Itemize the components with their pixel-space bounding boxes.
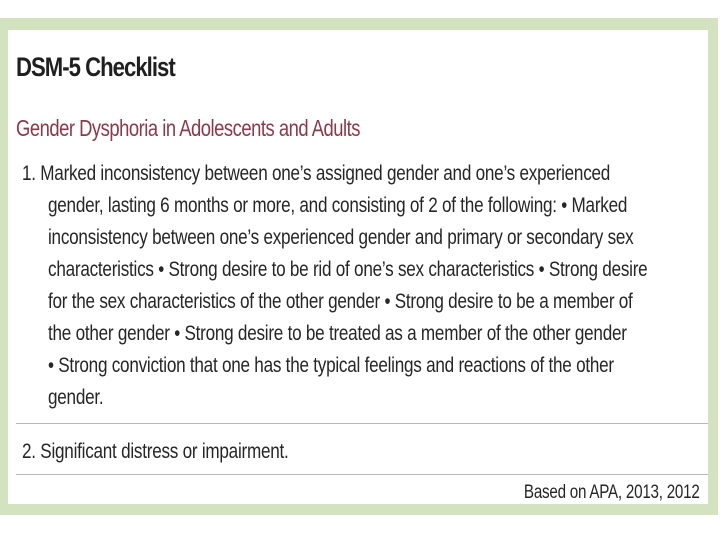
bottom-band: [0, 515, 720, 540]
criterion-1-line-4: characteristics • Strong desire to be rid of one’s sex characteristics • Strong desire: [48, 258, 648, 281]
criterion-2: 2. Significant distress or impairment.: [22, 440, 289, 463]
source-citation: Based on APA, 2013, 2012: [524, 482, 700, 503]
checklist-title: DSM-5 Checklist: [16, 52, 175, 82]
criterion-1-line-1: 1. Marked inconsistency between one’s assigned gender and one’s experienced: [22, 162, 611, 185]
criterion-1-line-2: gender, lasting 6 months or more, and consisting of 2 of the following: • Marked: [48, 194, 628, 217]
criterion-1-line-5: for the sex characteristics of the other gender • Strong desire to be a member of: [48, 290, 633, 313]
criterion-1-line-3: inconsistency between one’s experienced gender and primary or secondary sex: [48, 226, 634, 249]
criterion-1-line-7: • Strong conviction that one has the typical feelings and reactions of the other: [48, 354, 614, 377]
checklist-subtitle: Gender Dysphoria in Adolescents and Adults: [16, 115, 360, 141]
divider-1: [16, 423, 708, 424]
divider-2: [16, 474, 708, 475]
criterion-1-line-8: gender.: [48, 386, 104, 409]
checklist-panel: [8, 30, 708, 504]
criterion-1-line-6: the other gender • Strong desire to be treated as a member of the other gender: [48, 322, 627, 345]
checklist-box: [0, 18, 718, 515]
